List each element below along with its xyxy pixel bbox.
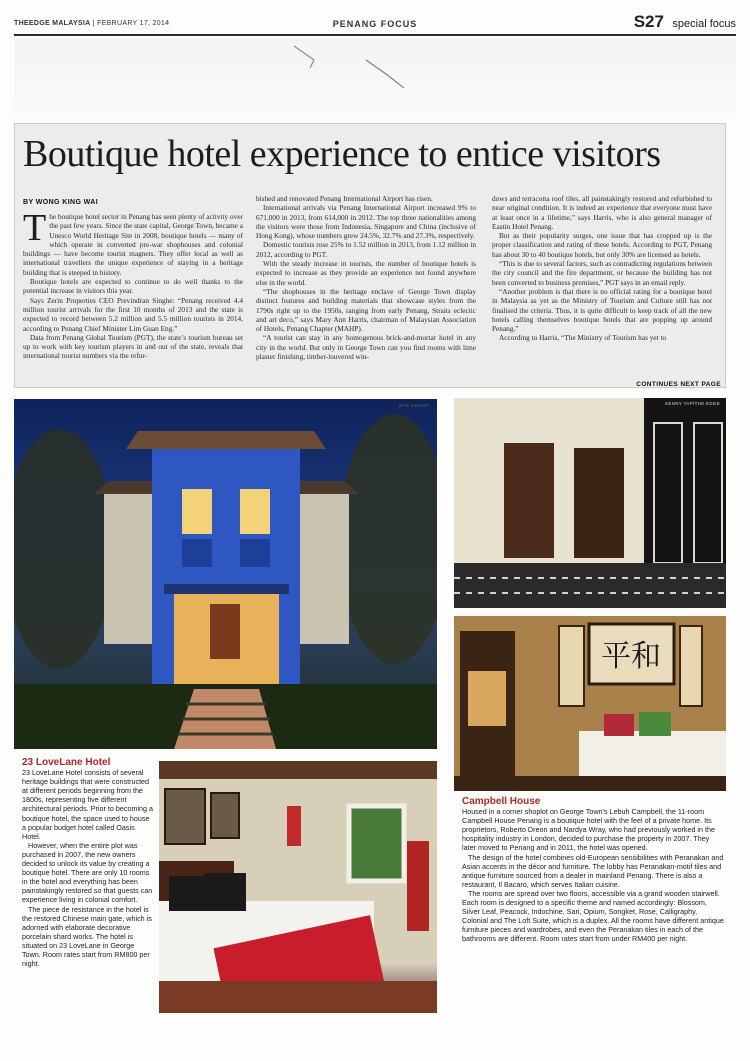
article-paragraph: “The shophouses in the heritage enclave of George Town display distinct features and building materials that showcase styles from the 1790s right up to the 1950s, ranging from early Penang, Straits eclectic and art deco,” says Mary Ann Harris, chairman of Malaysian Association of Hotels, Penang Chapter (MAHP). — [256, 286, 476, 334]
photo-lovelane-facade — [14, 399, 437, 749]
room-illustration — [454, 616, 726, 791]
photo-credit: BFG GROUP — [399, 403, 429, 408]
article-column-1 — [23, 212, 243, 404]
article — [14, 123, 726, 388]
page-number: S27 — [633, 12, 664, 31]
headline: Boutique hotel experience to entice visitors — [23, 133, 661, 175]
caption-lovelane — [22, 758, 154, 968]
caption-title: 23 LoveLane Hotel — [22, 757, 111, 768]
article-paragraph: With the steady increase in tourists, the number of boutique hotels is expected to increase as they provide an experience not found anywhere else in the world. — [256, 259, 476, 287]
drop-cap: T — [23, 212, 47, 249]
caption-paragraph: The piece de resistance in the hotel is the restored Chinese main gate, which is adorned with elaborate decorative porcelain shard works. The hotel is situated on 23 LoveLane in George Town. Room rates start from RM800 per night. — [22, 904, 152, 969]
special-focus-label: special focus — [672, 18, 736, 30]
masthead — [14, 8, 736, 36]
bedroom-illustration — [159, 761, 437, 1013]
byline: BY WONG KING WAI — [23, 199, 99, 206]
article-paragraph: But as their popularity surges, one issue that has cropped up is the proper classification and rating of these hotels. According to PGT, Penang has about 30 to 40 boutique hotels, but only 30% are licensed as hotels. — [492, 231, 712, 259]
article-paragraph: International arrivals via Penang International Airport increased 9% to 671,000 in 2013, from 614,000 in 2012. The top three nationalities among the visitors were those from Indonesia, Singapore and China (inclusive of Hong Kong), whose numbers grew 24.5%, 32.7% and 27.3%, respectively. — [256, 203, 476, 241]
photo-campbell-lobby — [454, 398, 726, 608]
continues-next-page: CONTINUES NEXT PAGE — [636, 381, 721, 388]
article-paragraph: The boutique hotel sector in Penang has seen plenty of activity over the past few years. Since the state capital, George Town, became a Unesco World Heritage Site in 2008, boutique hotels — many of which operate in converted pre-war shophouses and colonial buildings — have become tourist magnets. They offer local as well as international travellers the unique experience of staying in a heritage building that is steeped in history. — [23, 212, 243, 277]
article-column-2 — [256, 194, 476, 386]
article-paragraph: bished and renovated Penang International Airport has risen. — [256, 194, 433, 203]
header-band — [14, 38, 736, 118]
issue-date: FEBRUARY 17, 2014 — [97, 20, 170, 27]
photo-campbell-room — [454, 616, 726, 791]
section-title: PENANG FOCUS — [332, 19, 418, 29]
article-column-3 — [492, 194, 712, 386]
facade-illustration — [14, 399, 437, 749]
caption-paragraph: The rooms are spread over two floors, accessible via a grand wooden stairwell. Each room is designed to a specific theme and named accordingly: Blossom, Silver Leaf, Peacock, Indochine, Sari, Opium, Songket, Rose, Calligraphy, Colonial and The Loft Suite, which is a duplex. All the rooms have different antique furniture pieces and wardrobes, and even the Peranakan tiles in each of the bathrooms are different. Room rates start from under RM400 per night. — [462, 888, 724, 944]
caption-campbell-house — [462, 797, 724, 944]
page-label — [634, 12, 736, 32]
photo-credit: KENNY YAP/THE EDGE — [665, 401, 720, 406]
caption-title: Campbell House — [462, 796, 541, 807]
decorative-strokes — [14, 38, 736, 118]
article-paragraph: “Another problem is that there is no official rating for a boutique hotel in Malaysia as yet as the Ministry of Tourism and Culture still has not finalised the criteria. Thus, it is quite difficult to keep track of all the new hotels calling themselves boutique hotels that are popping up around Penang.” — [492, 286, 712, 334]
article-paragraph: dows and terracotta roof tiles, all painstakingly restored and refurbished to near original condition. It is indeed an experience that everyone must have at least once in a lifetime,” says Harris, who is also general manager of Eastin Hotel Penang. — [492, 194, 712, 231]
caption-paragraph: 23 LoveLane Hotel consists of several heritage buildings that were constructed at different periods beginning from the 1800s, representing five different architectural periods. Prior to becoming a boutique hotel, the space used to house a popular budget hotel called Oasis Hotel. — [22, 768, 154, 841]
calligraphy-scroll: 平和 — [601, 639, 661, 674]
article-paragraph: “This is due to several factors, such as contradicting regulations between the city council and the fire department, or because the building has not been converted to business premises,” PGT says in an email reply. — [492, 259, 712, 287]
publication-date-line: THEEDGE MALAYSIA | FEBRUARY 17, 2014 — [14, 20, 170, 27]
caption-paragraph: However, when the entire plot was purchased in 2007, the new owners decided to unlock its value by creating a boutique hotel. There are only 10 rooms in the hotel and everything has been painstakingly restored so that guests can experience living in colonial comfort. — [22, 840, 153, 905]
publication-name: THEEDGE MALAYSIA — [14, 20, 91, 27]
article-paragraph: Domestic tourists rose 25% to 1.52 million in 2013, from 1.12 million in 2012, according to PGT. — [256, 240, 476, 259]
lobby-illustration — [454, 398, 726, 608]
article-paragraph: According to Harris, “The Ministry of Tourism has yet to — [499, 333, 667, 343]
article-paragraph: Says Zerin Properties CEO Previndran Singhe: “Penang received 4.4 million tourist arrivals for the first 10 months of 2013 and the state is expected to record between 5.2 million and 5.5 million tourists in 2014, according to Penang Chief Minister Lim Guan Eng.” — [23, 295, 243, 333]
caption-paragraph: Housed in a corner shoplot on George Town’s Lebuh Campbell, the 11-room Campbell House Penang is a boutique hotel with the feel of a private home. Its proprietors, Roberto Dreon and Nardya Wray, who had previously worked in the hospitality industry in London, decided to purchase the property in 2007. They later moved to Penang and in 2011, the hotel was opened. — [462, 807, 716, 853]
article-paragraph: Boutique hotels are expected to continue to do well thanks to the potential increase in visitors this year. — [23, 277, 243, 296]
photo-lovelane-bedroom — [159, 761, 437, 1013]
caption-paragraph: The design of the hotel combines old-European sensibilities with Peranakan and Asian accents in the décor and furniture. The lobby has Peranakan-motif tiles and antique furniture sourced from a dealer in mainland Penang. There is also a restaurant, Il Bacaro, which serves Italian cuisine. — [462, 852, 724, 889]
article-paragraph: Data from Penang Global Tourism (PGT), the state’s tourism bureau set up to work with key tourism players in and out of the state, reveals that international tourist numbers via the refur- — [23, 332, 243, 361]
article-body — [23, 194, 723, 386]
article-paragraph: “A tourist can stay in any homogenous brick-and-mortar hotel in any city in the world. But only in George Town can you find rooms with lime plaster finishing, timber-louvered win- — [256, 333, 476, 362]
